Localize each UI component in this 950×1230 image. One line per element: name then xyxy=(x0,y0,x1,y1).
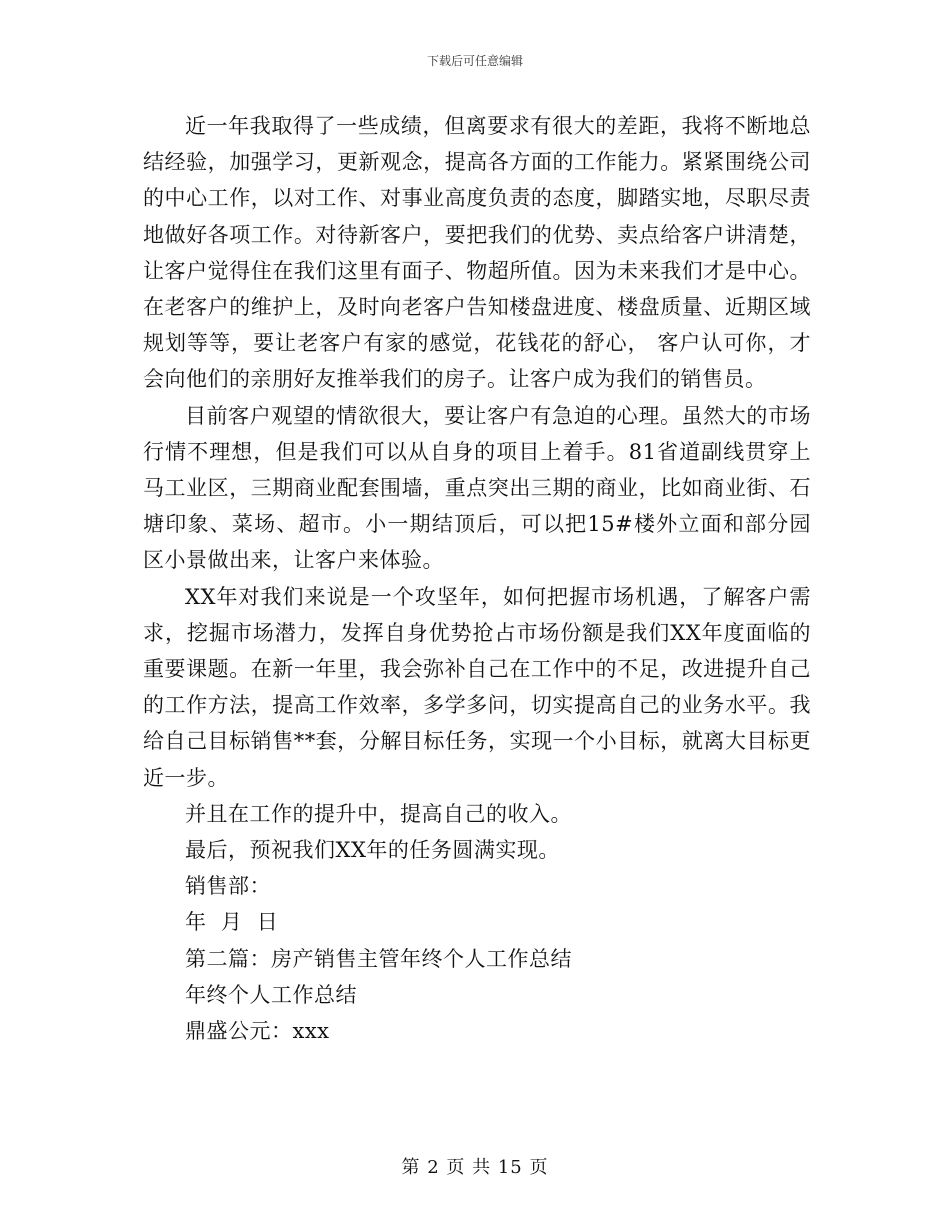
author-line: 鼎盛公元：xxx xyxy=(185,1019,330,1044)
section-title: 第二篇：房产销售主管年终个人工作总结 xyxy=(185,946,572,971)
page-header: 下载后可任意编辑 xyxy=(426,54,523,68)
subtitle: 年终个人工作总结 xyxy=(185,982,357,1007)
date-line: 年 月 日 xyxy=(185,910,279,935)
signature-department: 销售部： xyxy=(185,874,271,899)
document-body xyxy=(143,108,811,1049)
paragraph: 近一年我取得了一些成绩，但离要求有很大的差距，我将不断地总结经验，加强学习，更新观念，提高各方面的工作能力。紧紧围绕公司的中心工作，以对工作、对事业高度负责的态度，脚踏实地，尽职尽责地做好各项工作。对待新客户，要把我们的优势、卖点给客户讲清楚，让客户觉得住在我们这里有面子、物超所值。因为未来我们才是中心。在老客户的维护上，及时向老客户告知楼盘进度、楼盘质量、近期区域规划等等，要让老客户有家的感觉，花钱花的舒心， 客户认可你，才会向他们的亲朋好友推举我们的房子。让客户成为我们的销售员。 xyxy=(143,114,811,392)
paragraph: 目前客户观望的情欲很大，要让客户有急迫的心理。虽然大的市场行情不理想，但是我们可以从自身的项目上着手。81省道副线贯穿上马工业区，三期商业配套围墙，重点突出三期的商业，比如商业街、石塘印象、菜场、超市。小一期结顶后，可以把15#楼外立面和部分园区小景做出来，让客户来体验。 xyxy=(143,403,811,573)
paragraph: XX年对我们来说是一个攻坚年，如何把握市场机遇，了解客户需求，挖掘市场潜力，发挥自身优势抢占市场份额是我们XX年度面临的重要课题。在新一年里，我会弥补自己在工作中的不足，改进提升自己的工作方法，提高工作效率，多学多问，切实提高自己的业务水平。我给自己目标销售**套，分解目标任务，实现一个小目标，就离大目标更近一步。 xyxy=(143,584,811,790)
text-line: 最后，预祝我们XX年的任务圆满实现。 xyxy=(185,838,560,863)
page-number: 第 2 页 共 15 页 xyxy=(401,1157,549,1178)
text-line: 并且在工作的提升中，提高自己的收入。 xyxy=(185,801,572,826)
